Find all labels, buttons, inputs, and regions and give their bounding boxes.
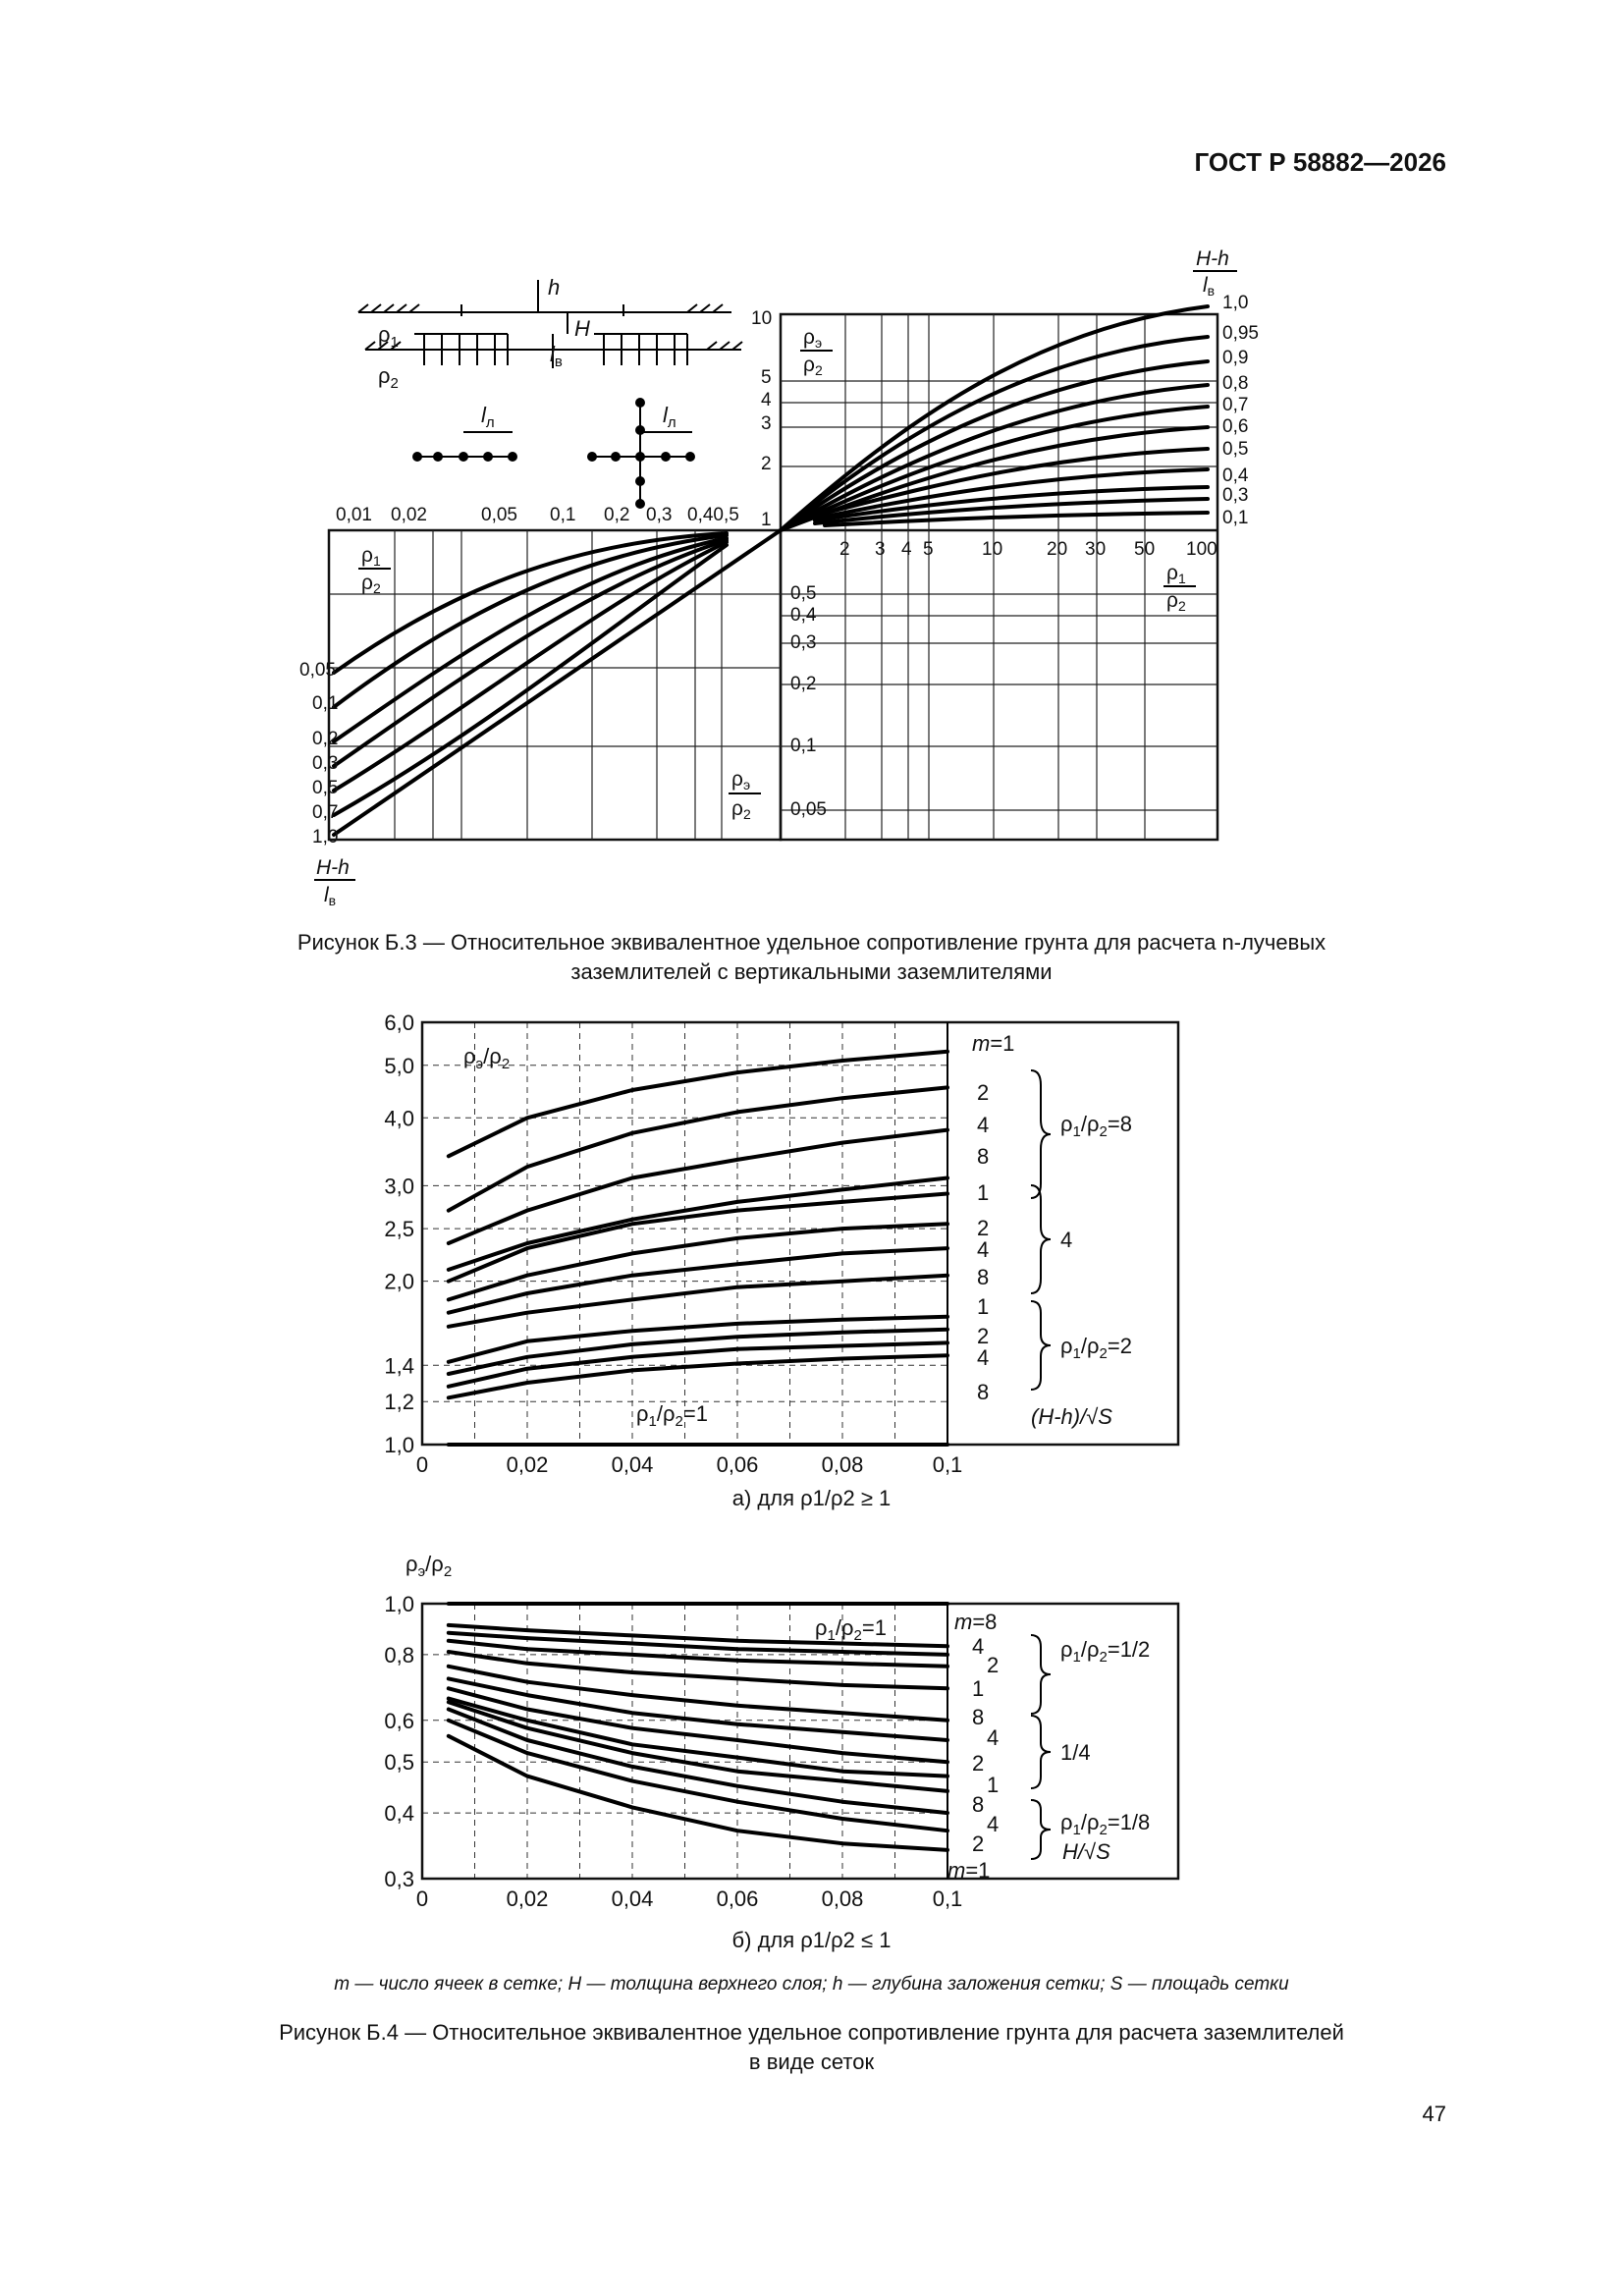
rho2-label-top: ρ2 [803,354,823,378]
svg-text:1: 1 [987,1773,1000,1797]
chartA-ytick: 1,2 [384,1390,414,1415]
chart-b4a-labels [463,1031,1132,1430]
tick-y0.3: 0,3 [790,632,817,653]
figure-b4-caption [0,2018,1623,2077]
figure-b3-caption-line2: заземлителей с вертикальными заземлителями [570,959,1053,984]
tick-5: 5 [761,367,772,388]
tick-x5: 5 [923,539,934,560]
chartA-ytick: 2,5 [384,1217,414,1242]
rho2-label-left: ρ2 [361,572,381,596]
tick-x100: 100 [1186,539,1217,560]
document-header: ГОСТ Р 58882—2026 [1194,147,1446,177]
chartA-xtick: 0,04 [611,1452,654,1477]
chart-b4b [0,1527,1623,1920]
svg-text:4: 4 [987,1812,1000,1836]
svg-text:8: 8 [977,1380,990,1404]
chart-b4b-group-half: $\rho_1/\rho_2=1/2$ [1060,1637,1151,1666]
chartA-xtick: 0 [415,1452,429,1477]
tick-0.02: 0,02 [391,505,427,525]
rho1-label-right: ρ1 [1166,562,1186,586]
chart-b4b-ratio1-label: $\rho_1/\rho_2=1$ [815,1615,887,1644]
svg-text:4: 4 [977,1237,990,1262]
tick-x30: 30 [1085,539,1107,560]
figure-b3-caption [0,928,1623,987]
chartB-xtick: 0 [415,1886,429,1911]
chartA-ytick: 6,0 [384,1011,414,1035]
figure-b4a-subtitle: а) для ρ1/ρ2 ≥ 1 [731,1486,892,1510]
plan-ll-label-1: $l_л$ [481,403,495,431]
rho-e-label-bottom: ρэ [731,768,751,793]
left-label-0.7: 0,7 [312,802,339,823]
svg-text:2: 2 [977,1324,990,1348]
chart-b4a-group-4: 4 [1060,1228,1073,1252]
chart-b4a-m-label: m=1 [972,1031,1015,1056]
rho1-label-left: ρ1 [361,544,381,569]
curve-label-0.3: 0,3 [1222,485,1249,506]
tick-x10: 10 [982,539,1003,560]
rho-e-label-top: ρэ [803,326,823,351]
chartB-xtick: 0,08 [821,1886,864,1911]
tick-0.4: 0,40,5 [687,505,739,525]
tick-3: 3 [761,413,772,434]
chartA-xtick: 0,08 [821,1452,864,1477]
chart-b4a-ylabel: $\rho_э/\rho_2$ [463,1044,511,1072]
hh-den-top: lв [1203,274,1216,299]
tick-0.3: 0,3 [646,505,673,525]
chartA-ytick: 3,0 [384,1174,414,1199]
svg-text:8: 8 [972,1792,985,1817]
curve-lower-0.7 [334,545,727,815]
curve-label-0.1: 0,1 [1222,508,1249,528]
svg-text:2: 2 [987,1653,1000,1677]
sketch-H-label: H [574,316,590,341]
chartB-ytick: 0,3 [384,1867,414,1891]
plan-ll-label-2: $l_л$ [663,403,676,431]
figure-b4-caption-line1: Рисунок Б.4 — Относительное эквивалентное удельное сопротивление грунта для расчета заземлителей [279,2020,1344,2045]
tick-x2: 2 [839,539,850,560]
left-label-0.05: 0,05 [299,660,336,681]
sketch-rho1-label: $\rho_1$ [378,322,399,351]
chartB-xtick: 0,04 [611,1886,654,1911]
curve-label-0.5: 0,5 [1222,439,1249,460]
chart-b4a-series [449,1052,947,1445]
chartA-ytick: 4,0 [384,1106,414,1131]
left-label-0.1: 0,1 [312,693,339,714]
figure-b3-nomogram [0,0,1623,923]
curve-label-0.95: 0,95 [1222,323,1259,344]
svg-text:2: 2 [972,1831,985,1856]
curve-label-0.4: 0,4 [1222,465,1249,486]
sketch-h-label: h [548,275,561,300]
tick-x4: 4 [901,539,912,560]
tick-0.05: 0,05 [481,505,517,525]
chart-b4b-group-eighth: $\rho_1/\rho_2=1/8$ [1060,1810,1151,1838]
tick-y0.05: 0,05 [790,799,827,820]
chart-b4a-xlabel: (H-h)/√S [1031,1404,1112,1429]
figure-b4b-subtitle: б) для ρ1/ρ2 ≤ 1 [731,1928,892,1952]
chartA-ytick: 1,0 [384,1433,414,1457]
page-number: 47 [1422,2102,1446,2126]
curve-label-1.0: 1,0 [1222,293,1249,313]
chart-b4a-group-8: $\rho_1/\rho_2=8$ [1060,1112,1132,1140]
tick-y0.4: 0,4 [790,605,817,626]
chart-b4b-m-label: m=8 [954,1610,998,1634]
chartB-ytick: 1,0 [384,1592,414,1616]
curve-label-0.6: 0,6 [1222,416,1249,437]
tick-y0.2: 0,2 [790,674,817,694]
chartA-line [449,1087,947,1210]
nomogram-grid [329,314,1217,840]
left-label-0.3: 0,3 [312,753,339,774]
chart-b4b-ylabel: $\rho_э/\rho_2$ [406,1552,453,1580]
svg-text:2: 2 [977,1216,990,1240]
chart-b4a-grid [422,1022,947,1445]
chartA-line [449,1355,947,1397]
svg-text:2: 2 [972,1751,985,1776]
svg-text:2: 2 [977,1080,990,1105]
sketch-rho2-label: $\rho_2$ [378,363,399,392]
tick-x20: 20 [1047,539,1068,560]
chart-b4b-group-quarter: 1/4 [1060,1740,1091,1765]
nomogram-axis-labels [314,247,1237,908]
figure-b4-note: m — число ячеек в сетке; H — толщина верхнего слоя; h — глубина заложения сетки; S — площадь сетки [334,1974,1289,1995]
chartA-ytick: 1,4 [384,1353,414,1379]
figure-b4-caption-line2: в виде сеток [748,2050,875,2074]
hh-num-top: H-h [1196,247,1229,270]
hh-den-bottom: lв [324,884,337,908]
svg-text:8: 8 [977,1144,990,1169]
svg-text:4: 4 [987,1725,1000,1750]
left-label-0.2: 0,2 [312,729,339,749]
chart-b4b-m1-label: m=1 [947,1858,991,1883]
tick-0.1: 0,1 [550,505,576,525]
curve-label-0.9: 0,9 [1222,348,1249,368]
chartA-line [449,1224,947,1299]
chart-b4a-ratio1-label: $\rho_1/\rho_2=1$ [636,1401,708,1430]
chartA-ytick: 2,0 [384,1269,414,1294]
left-label-1.0: 1,0 [312,827,339,847]
chart-b4a-group-2: $\rho_1/\rho_2=2$ [1060,1334,1132,1362]
rho2-label-right: ρ2 [1166,589,1186,614]
rho2-label-bottom: ρ2 [731,797,751,822]
sketch-lv-label: $l_в$ [550,342,563,370]
left-label-0.5: 0,5 [312,778,339,798]
chartA-xtick: 0,06 [716,1452,759,1477]
figure-b3-caption-line1: Рисунок Б.3 — Относительное эквивалентное удельное сопротивление грунта для расчета n-лучевых [297,930,1326,955]
svg-text:8: 8 [977,1265,990,1289]
tick-2: 2 [761,454,772,474]
chartB-ytick: 0,5 [384,1750,414,1776]
tick-1: 1 [761,510,772,530]
curve-label-0.8: 0,8 [1222,373,1249,394]
curve-label-0.7: 0,7 [1222,395,1249,415]
tick-x3: 3 [875,539,886,560]
chartA-ytick: 5,0 [384,1053,414,1078]
tick-x50: 50 [1134,539,1156,560]
chartA-xtick: 0,02 [506,1452,549,1477]
svg-text:4: 4 [977,1113,990,1137]
tick-y0.5: 0,5 [790,583,817,604]
svg-text:8: 8 [972,1705,985,1729]
hh-num-bottom: H-h [316,856,350,879]
chartB-ytick: 0,6 [384,1708,414,1733]
chartB-ytick: 0,4 [384,1801,414,1827]
chartA-line [449,1178,947,1270]
svg-text:4: 4 [977,1345,990,1370]
tick-4: 4 [761,390,772,410]
soil-sketch [358,275,742,509]
tick-0.01: 0,01 [336,505,372,525]
svg-text:4: 4 [972,1634,985,1659]
chartB-xtick: 0,1 [932,1886,963,1911]
chart-b4a [0,1007,1623,1478]
chartB-xtick: 0,02 [506,1886,549,1911]
chartB-ytick: 0,8 [384,1642,414,1667]
svg-text:1: 1 [977,1180,990,1205]
tick-10: 10 [751,308,773,329]
svg-text:1: 1 [977,1294,990,1319]
svg-text:1: 1 [972,1676,985,1701]
chartB-xtick: 0,06 [716,1886,759,1911]
chart-b4b-xlabel: H/√S [1062,1839,1110,1864]
chartA-xtick: 0,1 [932,1452,963,1477]
tick-0.2: 0,2 [604,505,630,525]
tick-y0.1: 0,1 [790,736,817,756]
